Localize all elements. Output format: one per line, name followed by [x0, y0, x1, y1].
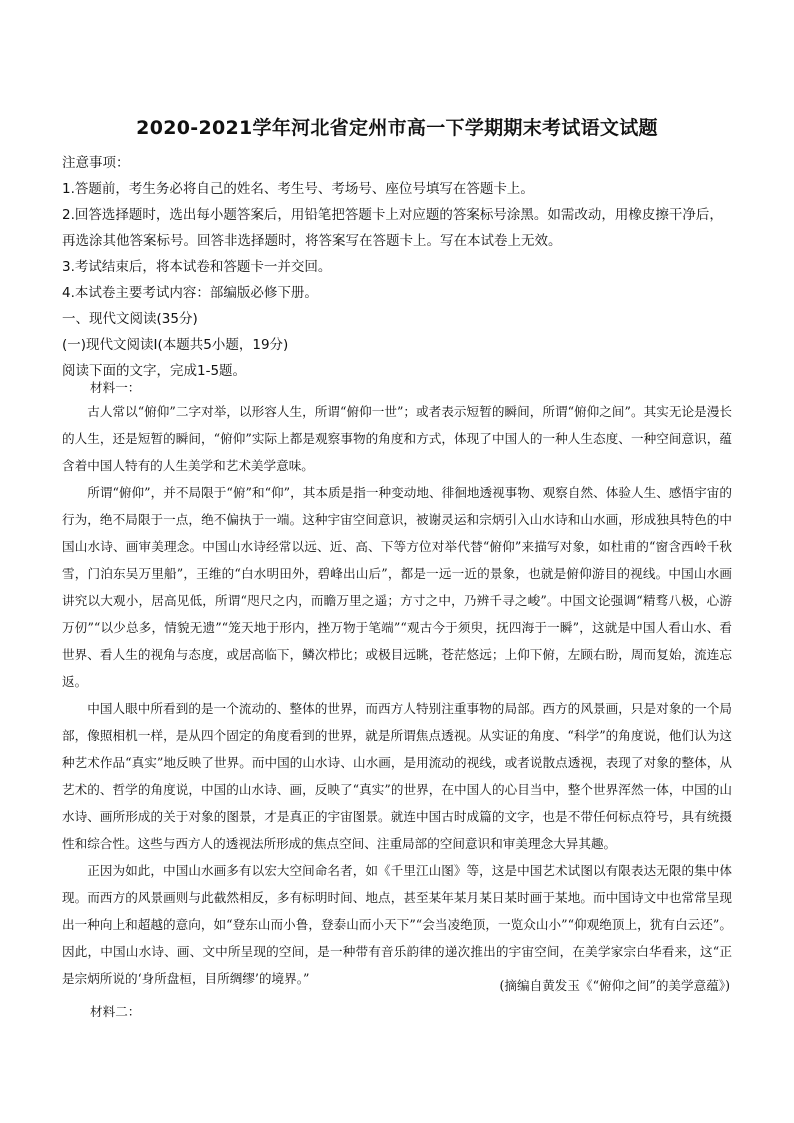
paragraph: 中国人眼中所看到的是一个流动的、整体的世界，而西方人特别注重事物的局部。西方的风景画，只是对象的一个局部，像照相机一样，是从四个固定的角度看到的世界，就是所谓焦点透视。从实证的角度、“科学”的角度说，他们认为这种艺术作品“真实”地反映了世界。而中国的山水诗、山水画，是用流动的视线，或者说散点透视，表现了对象的整体，从艺术的、哲学的角度说，中国的山水诗、画，反映了“真实”的世界，在中国人的心目当中，整个世界浑然一体，中国的山水诗、画所形成的关于对象的图景，才是真正的宇宙图景。就连中国古时成篇的文字，也是不带任何标点符号，具有统摄性和综合性。这些与西方人的透视法所形成的焦点空间、注重局部的空间意识和审美理念大异其趣。	[62, 701, 732, 851]
notice-heading: 注意事项：	[62, 155, 130, 171]
paragraph: 所谓“俯仰”，并不局限于“俯”和“仰”，其本质是指一种变动地、徘徊地透视事物、观察自然、体验人生、感悟宇宙的行为，绝不局限于一点，绝不偏执于一端。这种宇宙空间意识，被谢灵运和宗炳引入山水诗和山水画，形成独具特色的中国山水诗、画审美理念。中国山水诗经常以远、近、高、下等方位对举代替“俯仰”来描写对象，如杜甫的“窗含西岭千秋雪，门泊东吴万里船”，王维的“白水明田外，碧峰出山后”，都是一远一近的景象，也就是俯仰游目的视线。中国山水画讲究以大观小，居高见低，所谓“咫尺之内，而瞻万里之遥；方寸之中，乃辨千寻之峻”。中国文论强调“精骛八极，心游万仞”“以少总多，情貌无遗”“笼天地于形内，挫万物于笔端”“观古今于须臾，抚四海于一瞬”，这就是中国人看山水、看世界、看人生的视角与态度，或居高临下，鳞次栉比；或极目远眺，苍茫悠远；上仰下俯，左顾右盼，周而复始，流连忘返。	[62, 485, 732, 689]
notice-block	[62, 150, 742, 384]
notice-item: 1.答题前，考生务必将自己的姓名、考生号、考场号、座位号填写在答题卡上。	[62, 181, 534, 197]
paragraph: 古人常以“俯仰”二字对举，以形容人生，所谓“俯仰一世”；或者表示短暂的瞬间，所谓“俯仰之间”。其实无论是漫长的人生，还是短暂的瞬间，“俯仰”实际上都是观察事物的角度和方式，体现了中国人的一种人生态度、一种空间意识，蕴含着中国人特有的人生美学和艺术美学意味。	[62, 404, 732, 473]
notice-item: 再选涂其他答案标号。回答非选择题时，将答案写在答题卡上。写在本试卷上无效。	[62, 233, 562, 249]
paragraph: 正因为如此，中国山水画多有以宏大空间命名者，如《千里江山图》等，这是中国艺术试图以有限表达无限的集中体现。而西方的风景画则与此截然相反，多有标明时间、地点，甚至某年某月某日某时画于某地。而中国诗文中也常常呈现出一种向上和超越的意向，如“登东山而小鲁，登泰山而小天下”“会当凌绝顶，一览众山小”“仰观绝顶上，犹有白云还”。因此，中国山水诗、画、文中所呈现的空间，是一种带有音乐韵律的递次推出的宇宙空间，在美学家宗白华看来，这“正是宗炳所说的‘身所盘桓，目所绸缪’的境界。”	[62, 863, 732, 986]
page-title: 2020-2021学年河北省定州市高一下学期期末考试语文试题	[136, 117, 658, 139]
notice-item: 4.本试卷主要考试内容：部编版必修下册。	[62, 285, 318, 301]
notice-item: 3.考试结束后，将本试卷和答题卡一并交回。	[62, 259, 332, 275]
material-1-label: 材料一：	[90, 380, 141, 395]
instruction-text: 阅读下面的文字，完成1-5题。	[62, 363, 247, 379]
subsection-heading: (一)现代文阅读Ⅰ(本题共5小题，19分)	[62, 337, 289, 353]
notice-item: 2.回答选择题时，选出每小题答案后，用铅笔把答题卡上对应题的答案标号涂黑。如需改动，用橡皮擦干净后，	[62, 207, 723, 223]
material-1-body	[62, 398, 732, 992]
source-citation: (摘编自黄发玉《“俯仰之间”的美学意蕴》)	[499, 978, 730, 993]
material-2-label: 材料二：	[90, 1004, 141, 1019]
section-heading: 一、现代文阅读(35分)	[62, 311, 198, 327]
